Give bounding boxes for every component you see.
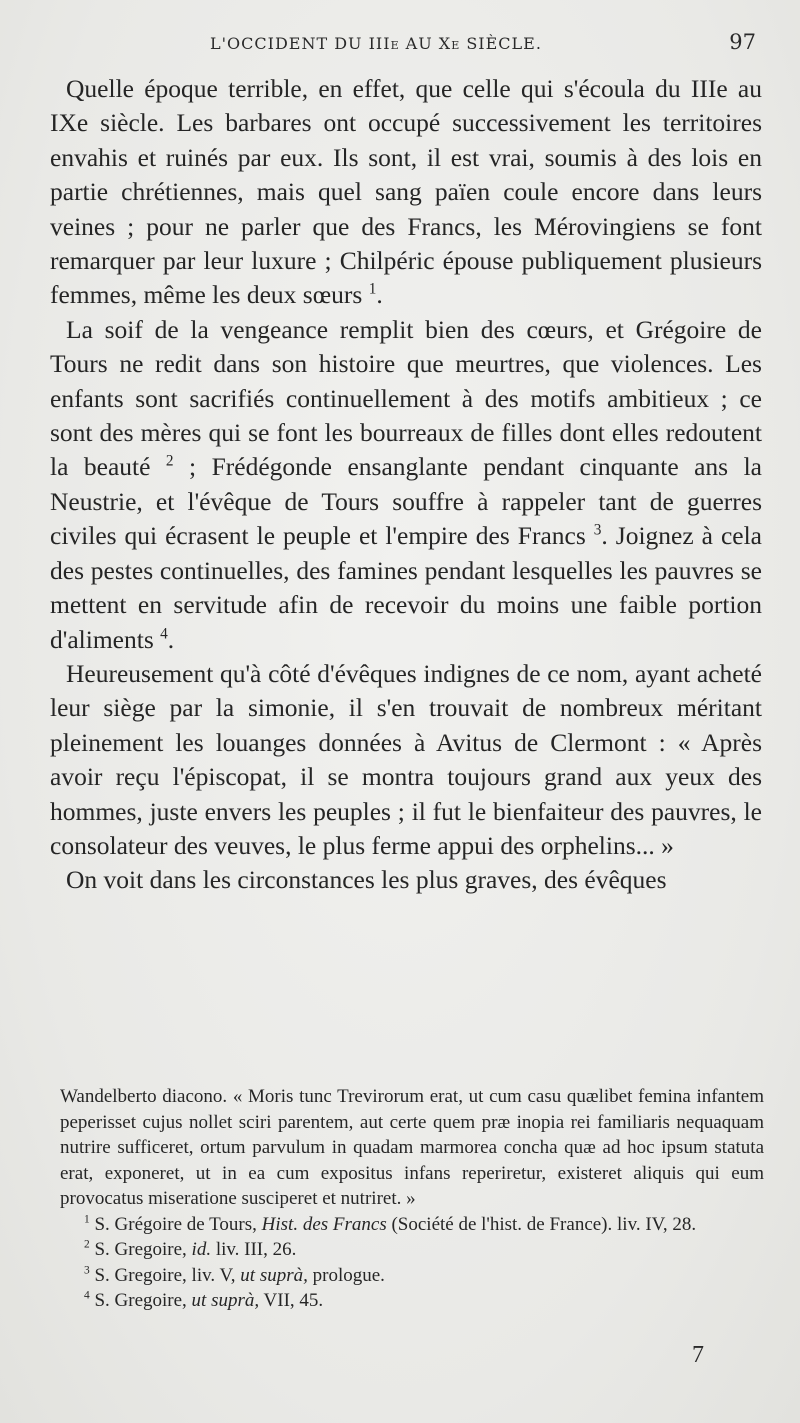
footnote-continuation: Wandelberto diacono. « Moris tunc Trevirorum erat, ut cum casu quælibet femina infantem peperisset cujus nollet sciri parentem, aut certe quem præ inopia rei familiaris nequaquam nutrire sufficeret, ortum parvulum in quadam marmorea concha quæ ad hoc ipsum statuta erat, exponeret, ut in ea cum expositus infans reperiretur, existeret aliquis qui eum provocatus miseratione susciperet et nutriret. » [60, 1086, 764, 1209]
footnote-3-italic: ut suprà, [240, 1264, 308, 1286]
page-number: 97 [729, 30, 756, 54]
paragraph-2-part-1: La soif de la vengeance remplit bien des cœurs, et Grégoire de Tours ne redit dans son histoire que meurtres, que violences. Les enfants sont sacrifiés continuellement à des motifs ambitieux ; ce sont des mères qui se font les bourreaux de filles dont elles redoutent la beauté [50, 314, 762, 482]
footnote-ref-2: 2 [165, 452, 174, 470]
footnote-1-number: 1 [84, 1213, 90, 1226]
paragraph-2 [50, 313, 762, 657]
paragraph-1 [50, 72, 762, 313]
footnote-2-post: liv. III, 26. [211, 1239, 297, 1260]
footnote-2 [60, 1237, 764, 1263]
footnote-ref-1: 1 [368, 280, 377, 298]
footnote-3-pre: S. Gregoire, liv. V, [89, 1264, 241, 1286]
footnote-4-number: 4 [84, 1289, 90, 1302]
footnote-4-italic: ut suprà, [191, 1290, 260, 1311]
footnote-1-pre: S. Grégoire de Tours, [89, 1213, 262, 1235]
paragraph-2-part-2: ; Frédégonde ensanglante pendant cinquante ans la Neustrie, et l'évêque de Tours souffre à rappeler tant de guerres civiles qui écrasent le peuple et l'empire des Francs [50, 452, 762, 551]
signature-mark: 7 [692, 1342, 704, 1368]
footnote-2-italic: id. [191, 1239, 212, 1260]
main-text [50, 72, 762, 898]
paragraph-4 [50, 863, 762, 897]
footnotes [60, 1084, 764, 1314]
footnote-4-pre: S. Gregoire, [89, 1290, 192, 1311]
footnote-3 [60, 1263, 764, 1289]
paragraph-2-end: . [167, 624, 175, 654]
footnote-4-post: VII, 45. [259, 1290, 324, 1311]
footnote-2-pre: S. Gregoire, [89, 1239, 192, 1260]
footnote-ref-4: 4 [160, 625, 168, 642]
paragraph-3-text: Heureusement qu'à côté d'évêques indignes de ce nom, ayant acheté leur siège par la simonie, il s'en trouvait de nombreux méritant pleinement les louanges données à Avitus de Clermont : « Après avoir reçu l'épiscopat, il se montra toujours grand aux yeux des hommes, juste envers les peuples ; il fut le bienfaiteur des pauvres, le consolateur des veuves, le plus ferme appui des orphelins... » [50, 658, 762, 860]
paragraph-2-part-3: . Joignez à cela des pestes continuelles, des famines pendant lesquelles les pauvres se mettent en servitude afin de recevoir du moins une faible portion d'aliments [50, 521, 762, 654]
footnote-3-post: prologue. [307, 1264, 385, 1286]
paragraph-1-text: Quelle époque terrible, en effet, que celle qui s'écoula du IIIe au IXe siècle. Les barbares ont occupé successivement les territoires envahis et ruinés par eux. Ils sont, il est vrai, soumis à des lois en partie chrétiennes, mais quel sang païen coule encore dans leurs veines ; pour ne parler que des Francs, les Mérovingiens se font remarquer par leur luxure ; Chilpéric épouse publiquement plusieurs femmes, même les deux sœurs [50, 74, 762, 310]
paragraph-3 [50, 657, 762, 863]
footnote-ref-3: 3 [593, 521, 602, 539]
paragraph-4-text: On voit dans les circonstances les plus graves, des évêques [66, 865, 667, 895]
running-title: L'OCCIDENT DU IIIe AU Xe SIÈCLE. [210, 34, 542, 53]
footnote-1-post: (Société de l'hist. de France). liv. IV, 28. [386, 1213, 697, 1235]
footnote-3-number: 3 [84, 1264, 90, 1277]
paragraph-1-end: . [376, 280, 383, 310]
footnote-1-italic: Hist. des Francs [261, 1213, 387, 1235]
running-head [50, 30, 760, 60]
footnote-2-number: 2 [84, 1238, 90, 1251]
footnote-1 [60, 1212, 764, 1238]
footnote-4 [60, 1288, 764, 1314]
